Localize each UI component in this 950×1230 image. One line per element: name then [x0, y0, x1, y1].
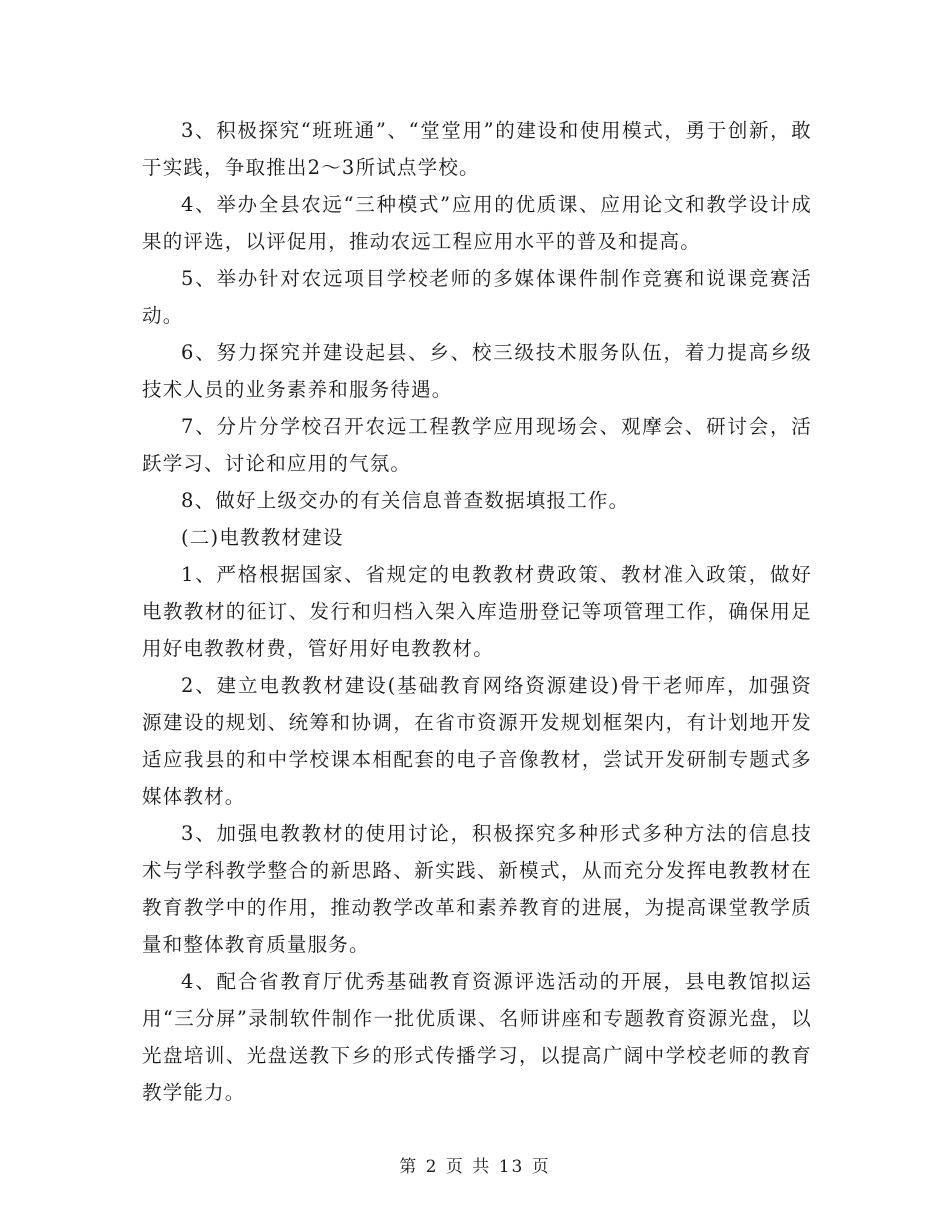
current-page-number: 2	[425, 1157, 439, 1177]
section-heading: (二)电教教材建设	[181, 526, 344, 549]
paragraph-item-4: 4、举办全县农远“三种模式”应用的优质课、应用论文和教学设计成果的评选，以评促用，推动农远工程应用水平的普及和提高。	[142, 193, 812, 253]
paragraph-item-5: 5、举办针对农远项目学校老师的多媒体课件制作竞赛和说课竞赛活动。	[142, 267, 812, 327]
page-label-prefix: 第	[399, 1157, 419, 1177]
section-paragraph-1: 1、严格根据国家、省规定的电教教材费政策、教材准入政策，做好电教教材的征订、发行和归档入架入库造册登记等项管理工作，确保用足用好电教教材费，管好用好电教教材。	[142, 563, 812, 660]
page-label-suffix: 页	[531, 1157, 551, 1177]
paragraph-item-3: 3、积极探究“班班通”、“堂堂用”的建设和使用模式，勇于创新，敢于实践，争取推出2～3所试点学校。	[142, 119, 812, 179]
document-body	[142, 112, 812, 1111]
page-footer	[0, 1152, 950, 1177]
paragraph-item-7: 7、分片分学校召开农远工程教学应用现场会、观摩会、研讨会，活跃学习、讨论和应用的气氛。	[142, 415, 812, 475]
section-paragraph-2: 2、建立电教教材建设(基础教育网络资源建设)骨干老师库，加强资源建设的规划、统筹和协调，在省市资源开发规划框架内，有计划地开发适应我县的和中学校课本相配套的电子音像教材，尝试开发研制专题式多媒体教材。	[142, 674, 812, 808]
paragraph-item-6: 6、努力探究并建设起县、乡、校三级技术服务队伍，着力提高乡级技术人员的业务素养和服务待遇。	[142, 341, 812, 401]
total-pages-number: 13	[498, 1157, 525, 1177]
section-paragraph-3: 3、加强电教教材的使用讨论，积极探究多种形式多种方法的信息技术与学科教学整合的新思路、新实践、新模式，从而充分发挥电教教材在教育教学中的作用，推动教学改革和素养教育的进展，为提高课堂教学质量和整体教育质量服务。	[142, 822, 812, 956]
paragraph-item-8: 8、做好上级交办的有关信息普查数据填报工作。	[181, 489, 630, 512]
section-paragraph-4: 4、配合省教育厅优秀基础教育资源评选活动的开展，县电教馆拟运用“三分屏”录制软件制作一批优质课、名师讲座和专题教育资源光盘，以光盘培训、光盘送教下乡的形式传播学习，以提高广阔中学校老师的教育教学能力。	[142, 970, 812, 1104]
page-label-mid: 页 共	[445, 1157, 492, 1177]
